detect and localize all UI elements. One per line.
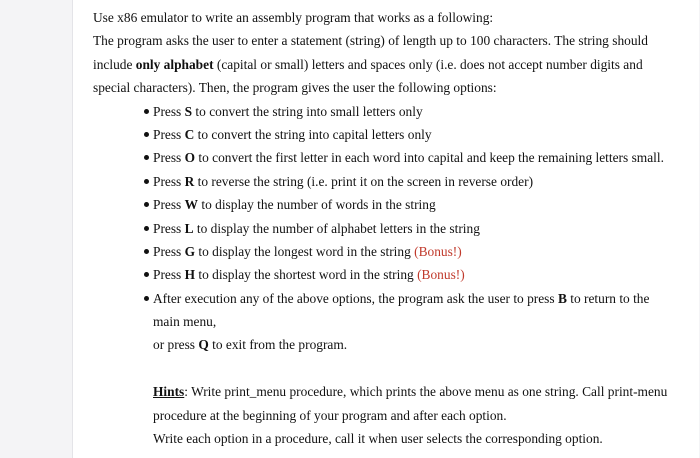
document-page	[72, 0, 699, 458]
list-item: Press C to convert the string into capital letters only	[93, 123, 693, 146]
hints-line-1: Hints: Write print_menu procedure, which prints the above menu as one string. Call print-menu	[153, 384, 668, 400]
bullet-icon	[144, 272, 149, 277]
options-list	[93, 100, 693, 311]
bullet-icon	[144, 249, 149, 254]
intro-line-2: The program asks the user to enter a statement (string) of length up to 100 characters. The string should	[93, 33, 648, 49]
bullet-icon	[144, 202, 149, 207]
hints-line-2: procedure at the beginning of your program and after each option.	[153, 407, 507, 423]
list-item: Press H to display the shortest word in the string (Bonus!)	[93, 263, 693, 286]
list-item: Press S to convert the string into small letters only	[93, 100, 693, 123]
list-item: Press O to convert the first letter in each word into capital and keep the remaining letters small.	[93, 146, 693, 169]
hints-line-3: Write each option in a procedure, call it when user selects the corresponding option.	[153, 431, 603, 447]
list-item: Press W to display the number of words in the string	[93, 193, 693, 216]
bullet-icon	[144, 179, 149, 184]
bullet-icon	[144, 109, 149, 114]
bullet-icon	[144, 132, 149, 137]
after-line-2: main menu,	[153, 314, 217, 330]
bonus-label: (Bonus!)	[417, 267, 465, 283]
intro-line-1: Use x86 emulator to write an assembly program that works as a following:	[93, 10, 494, 25]
list-item: Press R to reverse the string (i.e. print it on the screen in reverse order)	[93, 170, 693, 193]
assignment-text	[93, 6, 693, 450]
list-item: Press G to display the longest word in the string (Bonus!)	[93, 240, 693, 263]
list-item: After execution any of the above options, the program ask the user to press B to return to the	[93, 287, 693, 310]
intro-line-3: include only alphabet (capital or small) letters and spaces only (i.e. does not accept number digits and	[93, 56, 643, 72]
spacer	[93, 357, 693, 380]
intro-line-4: special characters). Then, the program gives the user the following options:	[93, 80, 497, 96]
after-line-3: or press Q to exit from the program.	[153, 337, 348, 353]
only-alphabet-emphasis: only alphabet	[135, 56, 214, 72]
list-item: Press L to display the number of alphabet letters in the string	[93, 217, 693, 240]
bonus-label: (Bonus!)	[414, 243, 462, 259]
bullet-icon	[144, 226, 149, 231]
bullet-icon	[144, 155, 149, 160]
hints-label: Hints	[153, 384, 185, 400]
bullet-icon	[144, 296, 149, 301]
